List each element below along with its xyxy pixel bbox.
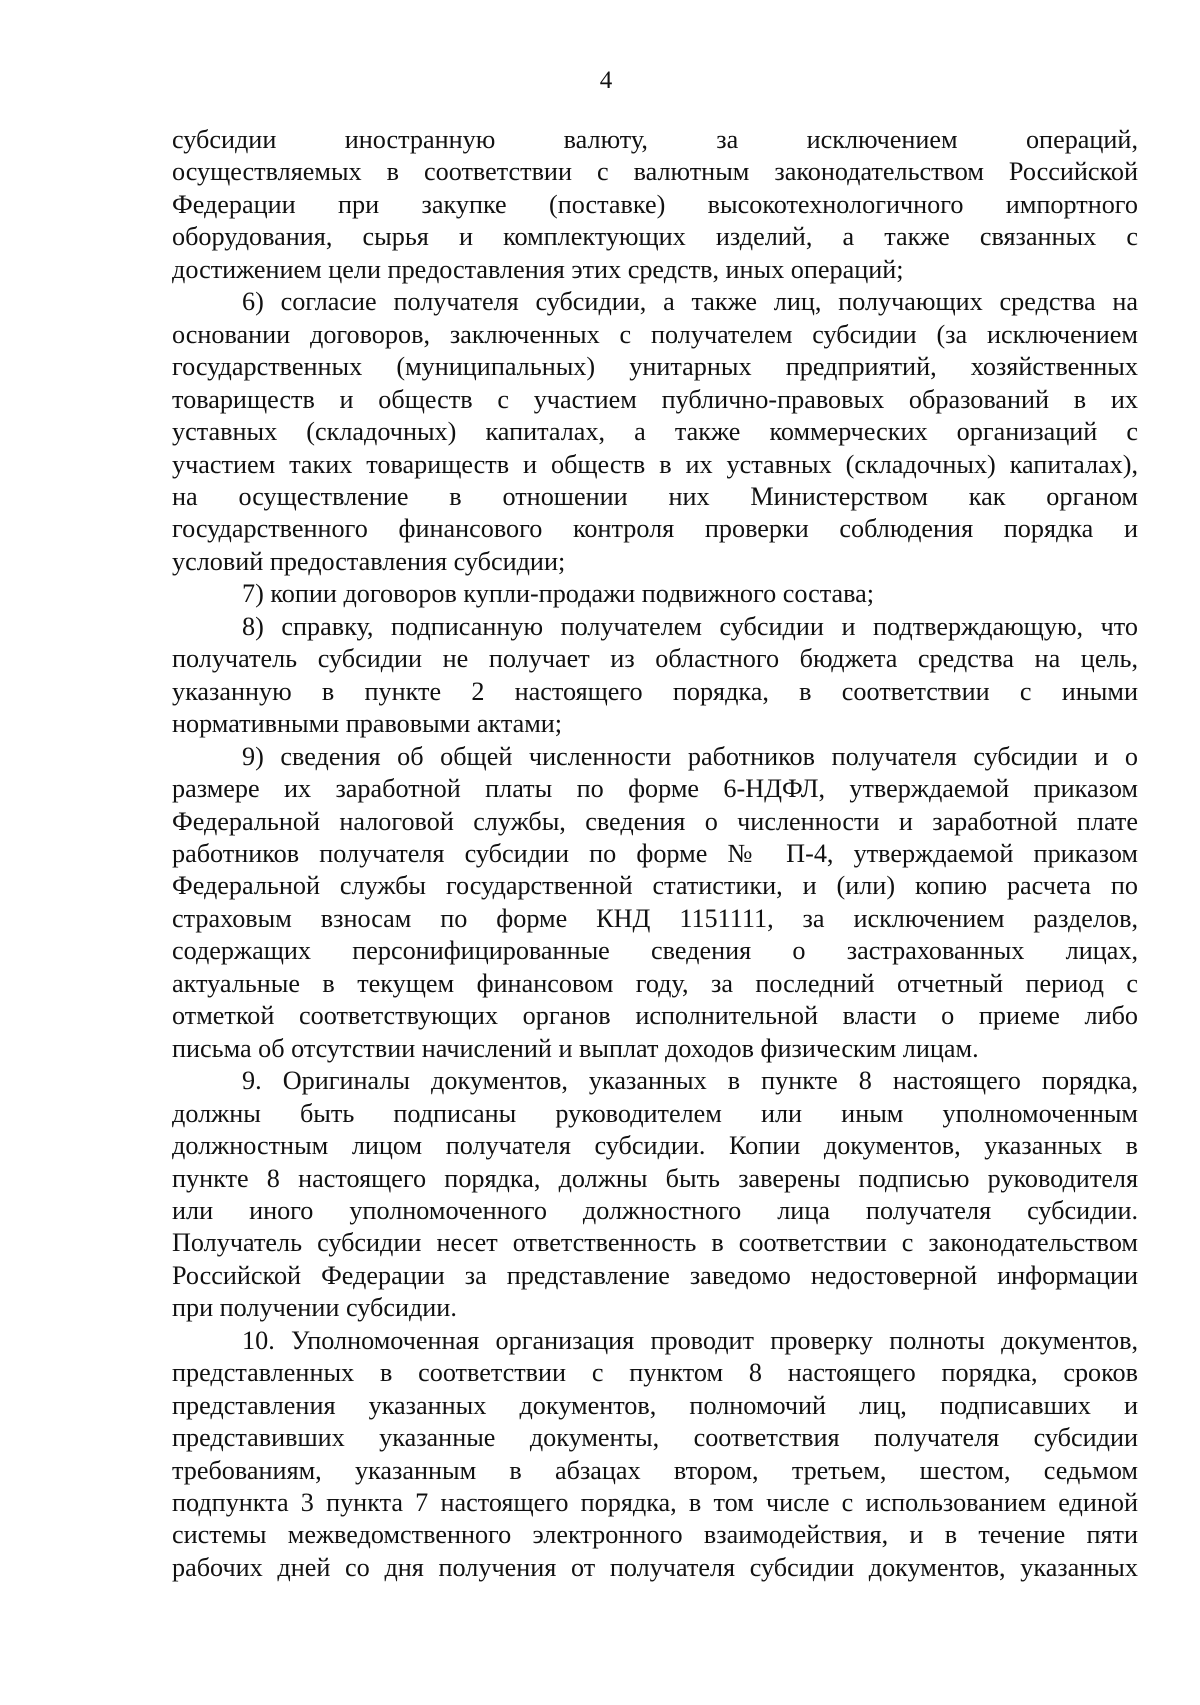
text-line: условий предоставления субсидии; xyxy=(172,546,566,576)
text-line: содержащих персонифицированные сведения о застрахованных лицах, xyxy=(172,936,1138,966)
text-line: должностным лицом получателя субсидии. Копии документов, указанных в xyxy=(172,1131,1138,1161)
text-line: Получатель субсидии несет ответственность в соответствии с законодательством xyxy=(172,1228,1138,1258)
text-line: или иного уполномоченного должностного лица получателя субсидии. xyxy=(172,1195,1138,1225)
text-line: товариществ и обществ с участием публично-правовых образований в их xyxy=(172,384,1138,414)
text-line: Федеральной службы государственной статистики, и (или) копию расчета по xyxy=(172,871,1138,901)
text-line: 6) согласие получателя субсидии, а также лиц, получающих средства на xyxy=(242,287,1138,317)
text-line: Федеральной налоговой службы, сведения о численности и заработной плате xyxy=(172,806,1138,836)
text-line: пункте 8 настоящего порядка, должны быть заверены подписью руководителя xyxy=(172,1163,1138,1193)
text-line: Федерации при закупке (поставке) высокотехнологичного импортного xyxy=(172,189,1138,219)
text-line: 9) сведения об общей численности работников получателя субсидии и о xyxy=(242,741,1138,771)
text-line: уставных (складочных) капиталах, а также коммерческих организаций с xyxy=(172,417,1138,447)
text-line: 10. Уполномоченная организация проводит проверку полноты документов, xyxy=(242,1325,1138,1355)
text-line: государственного финансового контроля проверки соблюдения порядка и xyxy=(172,514,1138,544)
text-line: подпункта 3 пункта 7 настоящего порядка, в том числе с использованием единой xyxy=(172,1488,1138,1518)
text-line: работников получателя субсидии по форме № П-4, утверждаемой приказом xyxy=(172,838,1138,868)
text-line: размере их заработной платы по форме 6-НДФЛ, утверждаемой приказом xyxy=(172,774,1138,804)
text-line: участием таких товариществ и обществ в их уставных (складочных) капиталах), xyxy=(172,449,1138,479)
text-line: достижением цели предоставления этих средств, иных операций; xyxy=(172,254,904,284)
text-line: представления указанных документов, полномочий лиц, подписавших и xyxy=(172,1390,1138,1420)
text-line: требованиям, указанным в абзацах втором, третьем, шестом, седьмом xyxy=(172,1455,1138,1485)
text-line: Российской Федерации за представление заведомо недостоверной информации xyxy=(172,1260,1138,1290)
text-line: осуществляемых в соответствии с валютным законодательством Российской xyxy=(172,157,1138,187)
text-line: страховым взносам по форме КНД 1151111, за исключением разделов, xyxy=(172,903,1138,933)
text-line: отметкой соответствующих органов исполнительной власти о приеме либо xyxy=(172,1001,1138,1031)
text-line: нормативными правовыми актами; xyxy=(172,709,563,739)
text-line: основании договоров, заключенных с получателем субсидии (за исключением xyxy=(172,319,1138,349)
text-line: указанную в пункте 2 настоящего порядка, в соответствии с иными xyxy=(172,676,1138,706)
text-line: государственных (муниципальных) унитарных предприятий, хозяйственных xyxy=(172,352,1138,382)
text-line: при получении субсидии. xyxy=(172,1293,457,1323)
text-line: 9. Оригиналы документов, указанных в пункте 8 настоящего порядка, xyxy=(242,1066,1138,1096)
text-line: оборудования, сырья и комплектующих изделий, а также связанных с xyxy=(172,222,1138,252)
text-line: рабочих дней со дня получения от получателя субсидии документов, указанных xyxy=(172,1552,1138,1582)
text-line: 8) справку, подписанную получателем субсидии и подтверждающую, что xyxy=(242,611,1138,641)
text-line: письма об отсутствии начислений и выплат доходов физическим лицам. xyxy=(172,1033,979,1063)
text-line: на осуществление в отношении них Министерством как органом xyxy=(172,481,1138,511)
text-line: системы межведомственного электронного взаимодействия, и в течение пяти xyxy=(172,1520,1138,1550)
text-line: 7) копии договоров купли-продажи подвижного состава; xyxy=(242,579,875,609)
page-number: 4 xyxy=(599,67,613,94)
text-line: представленных в соответствии с пунктом 8 настоящего порядка, сроков xyxy=(172,1358,1138,1388)
text-line: должны быть подписаны руководителем или иным уполномоченным xyxy=(172,1098,1138,1128)
text-line: получатель субсидии не получает из областного бюджета средства на цель, xyxy=(172,644,1138,674)
text-line: актуальные в текущем финансовом году, за последний отчетный период с xyxy=(172,968,1138,998)
text-line: представивших указанные документы, соответствия получателя субсидии xyxy=(172,1423,1138,1453)
document-body xyxy=(172,124,1138,1584)
text-line: субсидии иностранную валюту, за исключением операций, xyxy=(172,125,1138,154)
